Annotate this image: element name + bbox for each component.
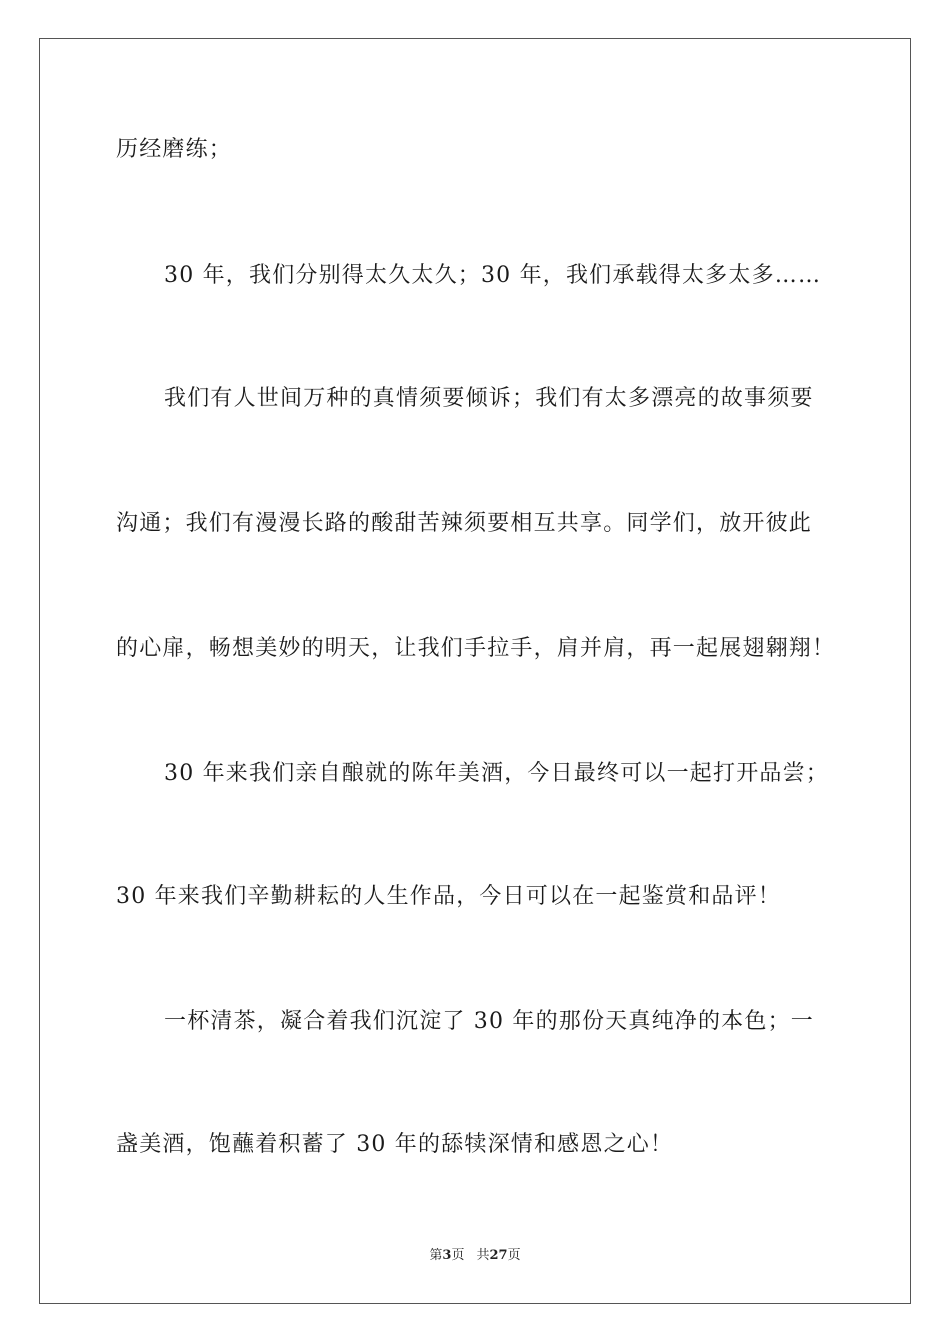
page-footer [0,1247,950,1265]
body-text-line-1: 历经磨练； [116,137,233,162]
body-text-line-9: 盏美酒，饱蘸着积蓄了 30 年的舔犊深情和感恩之心！ [116,1132,674,1157]
body-text-line-2: 30 年，我们分别得太久太久；30 年，我们承载得太多太多…… [164,263,822,288]
total-pages: 27 [489,1248,508,1263]
body-text-line-6: 30 年来我们亲自酿就的陈年美酒，今日最终可以一起打开品尝； [164,761,829,786]
page-number: 3 [442,1248,452,1263]
body-text-line-3: 我们有人世间万种的真情须要倾诉；我们有太多漂亮的故事须要 [164,386,814,411]
total-suffix: 页 [507,1248,521,1263]
page-border [39,38,911,1304]
body-text-line-8: 一杯清茶，凝合着我们沉淀了 30 年的那份天真纯净的本色；一 [164,1009,814,1034]
body-text-line-5: 的心扉，畅想美妙的明天，让我们手拉手，肩并肩，再一起展翅翱翔！ [116,636,836,661]
body-text-line-7: 30 年来我们辛勤耕耘的人生作品，今日可以在一起鉴赏和品评！ [116,884,781,909]
total-prefix: 共 [476,1248,490,1263]
page-suffix: 页 [451,1248,465,1263]
body-text-line-4: 沟通；我们有漫漫长路的酸甜苦辣须要相互共享。同学们，放开彼此 [116,511,813,536]
page-prefix: 第 [429,1248,443,1263]
